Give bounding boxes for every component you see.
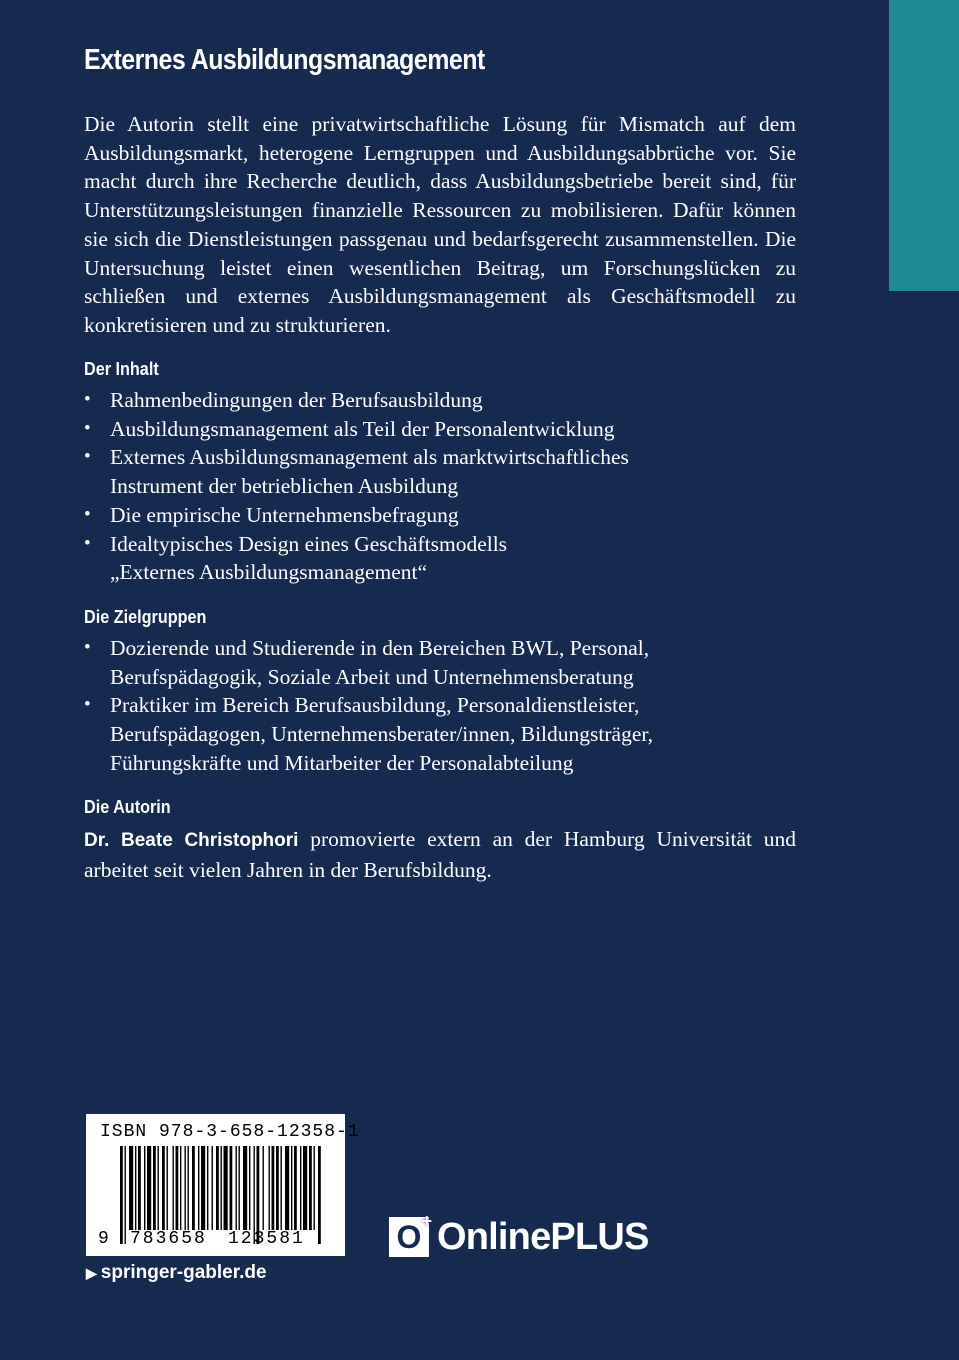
barcode-bar <box>198 1146 199 1230</box>
barcode-bar <box>303 1146 307 1230</box>
barcode-bar <box>188 1146 189 1230</box>
barcode-bar <box>192 1146 195 1230</box>
barcode-bar <box>309 1146 312 1230</box>
list-item: • Praktiker im Bereich Berufsausbildung, Personaldienstleister, Berufspädagogen, Unternehmensberater/innen, Bildungsträger, Führungskräfte und Mitarbeiter der Personalabteilung <box>84 693 654 775</box>
barcode-bar <box>300 1146 301 1230</box>
bullet-icon: • <box>84 694 91 716</box>
barcode-bar <box>147 1146 151 1230</box>
barcode-bar <box>162 1146 165 1230</box>
bullet-icon: • <box>84 389 91 410</box>
barcode-digits-right: 123581 <box>228 1229 305 1249</box>
barcode-bar <box>135 1146 136 1230</box>
barcode-bar <box>167 1146 168 1230</box>
barcode-bar <box>263 1146 264 1230</box>
author-bio <box>84 825 796 884</box>
barcode-bar <box>138 1146 141 1230</box>
isbn-barcode <box>86 1114 360 1256</box>
inhalt-list <box>84 386 724 587</box>
barcode-bar <box>249 1146 250 1230</box>
intro-paragraph: Die Autorin stellt eine privatwirtschaftliche Lösung für Mismatch auf dem Ausbildungsmarkt, heterogene Lerngruppen und Ausbildungsabbrüche vor. Sie macht durch ihre Recherche deutlich, dass Ausbildungsbetriebe bereit sind, für Unterstützungsleistungen finanzielle Ressourcen zu mobilisieren. Dafür können sie sich die Dienstleistungen passgenau und bedarfsgerecht zusammenstellen. Die Untersuchung leistet einen wesentlichen Beitrag, um Forschungslücken zu schließen und externes Ausbildungsmanagement als Geschäftsmodell zu konkretisieren und zu strukturieren. <box>84 112 796 337</box>
barcode-bar <box>291 1146 292 1230</box>
barcode-bar <box>216 1146 219 1230</box>
barcode-bar <box>314 1146 315 1230</box>
play-arrow-icon: ▶ <box>86 1265 97 1281</box>
barcode-bar <box>230 1146 233 1230</box>
barcode-bar <box>125 1146 126 1244</box>
barcode-bar <box>201 1146 205 1230</box>
barcode-bar <box>144 1146 145 1230</box>
barcode-bar <box>129 1146 133 1230</box>
barcode-digits-left: 783658 <box>130 1229 207 1249</box>
online-plus-icon: O + <box>389 1217 429 1257</box>
isbn-label: ISBN 978-3-658-12358-1 <box>100 1122 360 1142</box>
barcode-bar <box>158 1146 159 1230</box>
barcode-bar <box>269 1146 270 1230</box>
list-item: • Rahmenbedingungen der Berufsausbildung <box>84 386 724 415</box>
author-name: Dr. Beate Christophori <box>84 830 299 851</box>
website-link[interactable]: ▶ springer-gabler.de <box>86 1262 267 1283</box>
author-bio-text: promovierte extern an der Hamburg Universität und arbeitet seit vielen Jahren in der Berufsbildung. <box>84 827 797 882</box>
list-item: • Ausbildungsmanagement als Teil der Personalentwicklung <box>84 415 724 444</box>
barcode-bar <box>318 1146 321 1244</box>
book-title: Externes Ausbildungsmanagement <box>84 44 485 76</box>
accent-tab <box>889 0 959 291</box>
bullet-icon: • <box>84 417 91 439</box>
bullet-icon: • <box>84 532 91 554</box>
zielgruppen-list <box>84 634 704 778</box>
barcode-bar <box>180 1146 181 1230</box>
barcode-bar <box>212 1146 213 1230</box>
barcode-bar <box>185 1146 186 1230</box>
bullet-icon: • <box>84 446 91 468</box>
barcode-bar <box>276 1146 279 1230</box>
barcode-bar <box>236 1146 237 1230</box>
inhalt-heading: Der Inhalt <box>84 359 159 379</box>
list-item: • Dozierende und Studierende in den Bereichen BWL, Personal, Berufspädagogik, Soziale Arbeit und Unternehmensberatung <box>84 636 650 689</box>
bullet-icon: • <box>84 637 91 658</box>
barcode-bar <box>294 1146 297 1230</box>
barcode-bar <box>176 1146 179 1230</box>
online-plus-logo <box>389 1211 649 1258</box>
barcode-bar <box>272 1146 275 1230</box>
barcode-bars <box>86 1114 345 1256</box>
autorin-heading: Die Autorin <box>84 797 171 817</box>
barcode-bar <box>221 1146 222 1230</box>
barcode-bar <box>285 1146 289 1230</box>
list-item: • Externes Ausbildungsmanagement als marktwirtschaftliches Instrument der betrieblichen Ausbildung <box>84 445 629 499</box>
barcode-digit-first: 9 <box>98 1229 109 1249</box>
barcode-bar <box>153 1146 156 1230</box>
barcode-bar <box>120 1146 123 1244</box>
barcode-bar <box>207 1146 208 1230</box>
barcode-bar <box>173 1146 174 1230</box>
barcode-bar <box>239 1146 240 1230</box>
bullet-icon: • <box>84 503 91 525</box>
list-item: • Die empirische Unternehmensbefragung <box>84 501 724 530</box>
online-plus-text: OnlinePLUS <box>437 1215 649 1258</box>
zielgruppen-heading: Die Zielgruppen <box>84 607 207 627</box>
barcode-bar <box>243 1146 247 1230</box>
barcode-bar <box>224 1146 228 1230</box>
barcode-bar <box>281 1146 282 1230</box>
list-item: • Idealtypisches Design eines Geschäftsmodells „Externes Ausbildungsmanagement“ <box>84 531 508 585</box>
